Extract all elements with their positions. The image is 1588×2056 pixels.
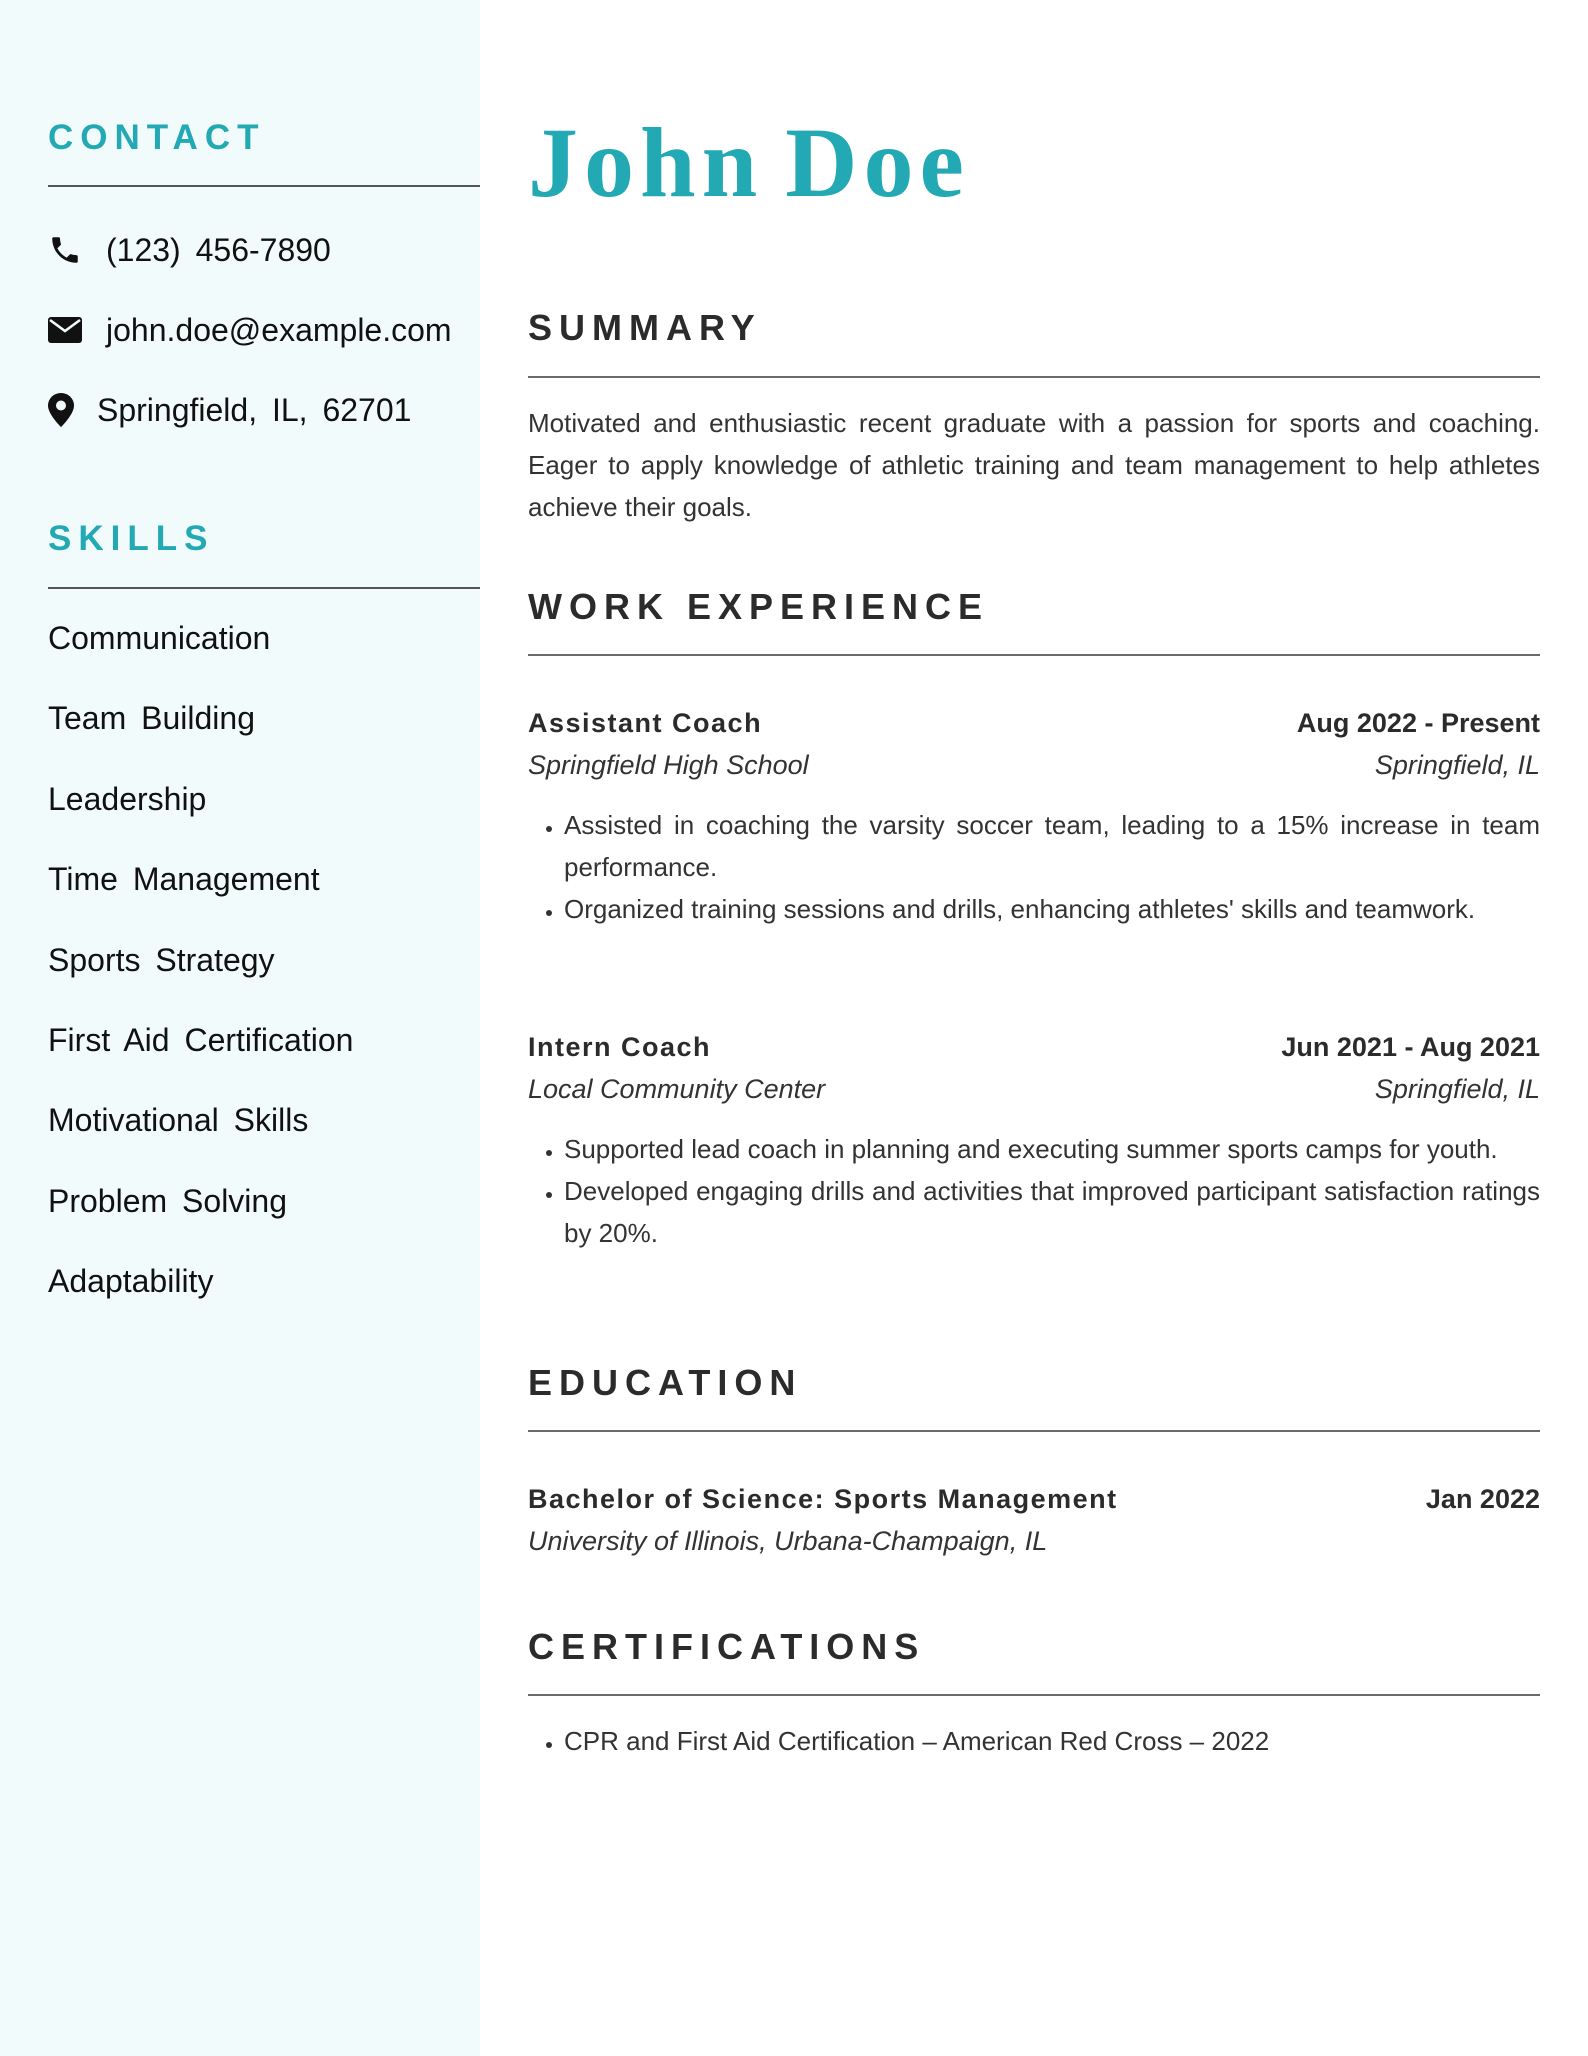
contact-divider: [48, 185, 480, 187]
skill-item: Team Building: [48, 700, 255, 737]
job-dates: Jun 2021 - Aug 2021: [1281, 1032, 1540, 1062]
contact-email: [48, 290, 452, 370]
job-organization: Local Community Center: [528, 1074, 826, 1104]
graduation-date: Jan 2022: [1425, 1484, 1540, 1514]
education-divider: [528, 1430, 1540, 1432]
job-dates: Aug 2022 - Present: [1296, 708, 1540, 738]
summary-text: Motivated and enthusiastic recent graduate with a passion for sports and coaching. Eager to apply knowledge of athletic training and team management to help athletes achieve their goals.: [528, 408, 1540, 522]
job-title: Assistant Coach: [528, 708, 763, 738]
last-name: Doe: [785, 107, 970, 218]
contact-heading: CONTACT: [48, 118, 266, 157]
job-entry: [528, 708, 1540, 930]
phone-icon: [48, 230, 106, 270]
sidebar: [0, 0, 480, 2056]
job-bullet: • Supported lead coach in planning and executing summer sports camps for youth.: [564, 1128, 1540, 1170]
contact-phone: [48, 210, 452, 290]
certifications-list: [528, 1720, 1540, 1762]
skill-item: First Aid Certification: [48, 1021, 354, 1058]
candidate-name: [528, 105, 970, 220]
skill-item: Leadership: [48, 780, 207, 817]
job-bullet: • Organized training sessions and drills, enhancing athletes' skills and teamwork.: [564, 888, 1540, 930]
skill-item: Sports Strategy: [48, 941, 275, 978]
job-title: Intern Coach: [528, 1032, 712, 1062]
work-heading: WORK EXPERIENCE: [528, 586, 990, 627]
skills-list: [48, 598, 353, 1322]
skill-item: Time Management: [48, 861, 320, 898]
summary-heading: SUMMARY: [528, 307, 762, 348]
location-text: Springfield, IL, 62701: [97, 391, 412, 428]
skill-item: Communication: [48, 620, 271, 656]
job-bullets: [528, 804, 1540, 930]
map-pin-icon: [48, 390, 97, 430]
job-bullet: • Developed engaging drills and activities that improved participant satisfaction ratings by 20%.: [564, 1170, 1540, 1254]
skills-heading: SKILLS: [48, 519, 215, 558]
envelope-icon: [48, 310, 106, 350]
certifications-heading: CERTIFICATIONS: [528, 1626, 926, 1667]
skill-item: Motivational Skills: [48, 1102, 309, 1139]
job-location: Springfield, IL: [1374, 750, 1540, 780]
job-entry: [528, 1032, 1540, 1254]
email-text: john.doe@example.com: [106, 311, 452, 348]
work-divider: [528, 654, 1540, 656]
degree: Bachelor of Science: Sports Management: [528, 1484, 1118, 1514]
skill-item: Adaptability: [48, 1263, 214, 1300]
job-bullets: [528, 1128, 1540, 1254]
skill-item: Problem Solving: [48, 1182, 287, 1219]
job-organization: Springfield High School: [528, 750, 809, 780]
school: University of Illinois, Urbana-Champaign, IL: [528, 1526, 1048, 1556]
job-location: Springfield, IL: [1374, 1074, 1540, 1104]
contact-list: [48, 210, 452, 450]
skills-divider: [48, 587, 480, 589]
education-entry: [528, 1484, 1540, 1568]
education-heading: EDUCATION: [528, 1362, 803, 1403]
certification-item: • CPR and First Aid Certification – American Red Cross – 2022: [564, 1720, 1540, 1762]
contact-location: [48, 370, 452, 450]
summary-divider: [528, 376, 1540, 378]
phone-text: (123) 456-7890: [106, 231, 331, 268]
job-bullet: • Assisted in coaching the varsity soccer team, leading to a 15% increase in team performance.: [564, 804, 1540, 888]
first-name: John: [528, 107, 764, 218]
certifications-divider: [528, 1694, 1540, 1696]
